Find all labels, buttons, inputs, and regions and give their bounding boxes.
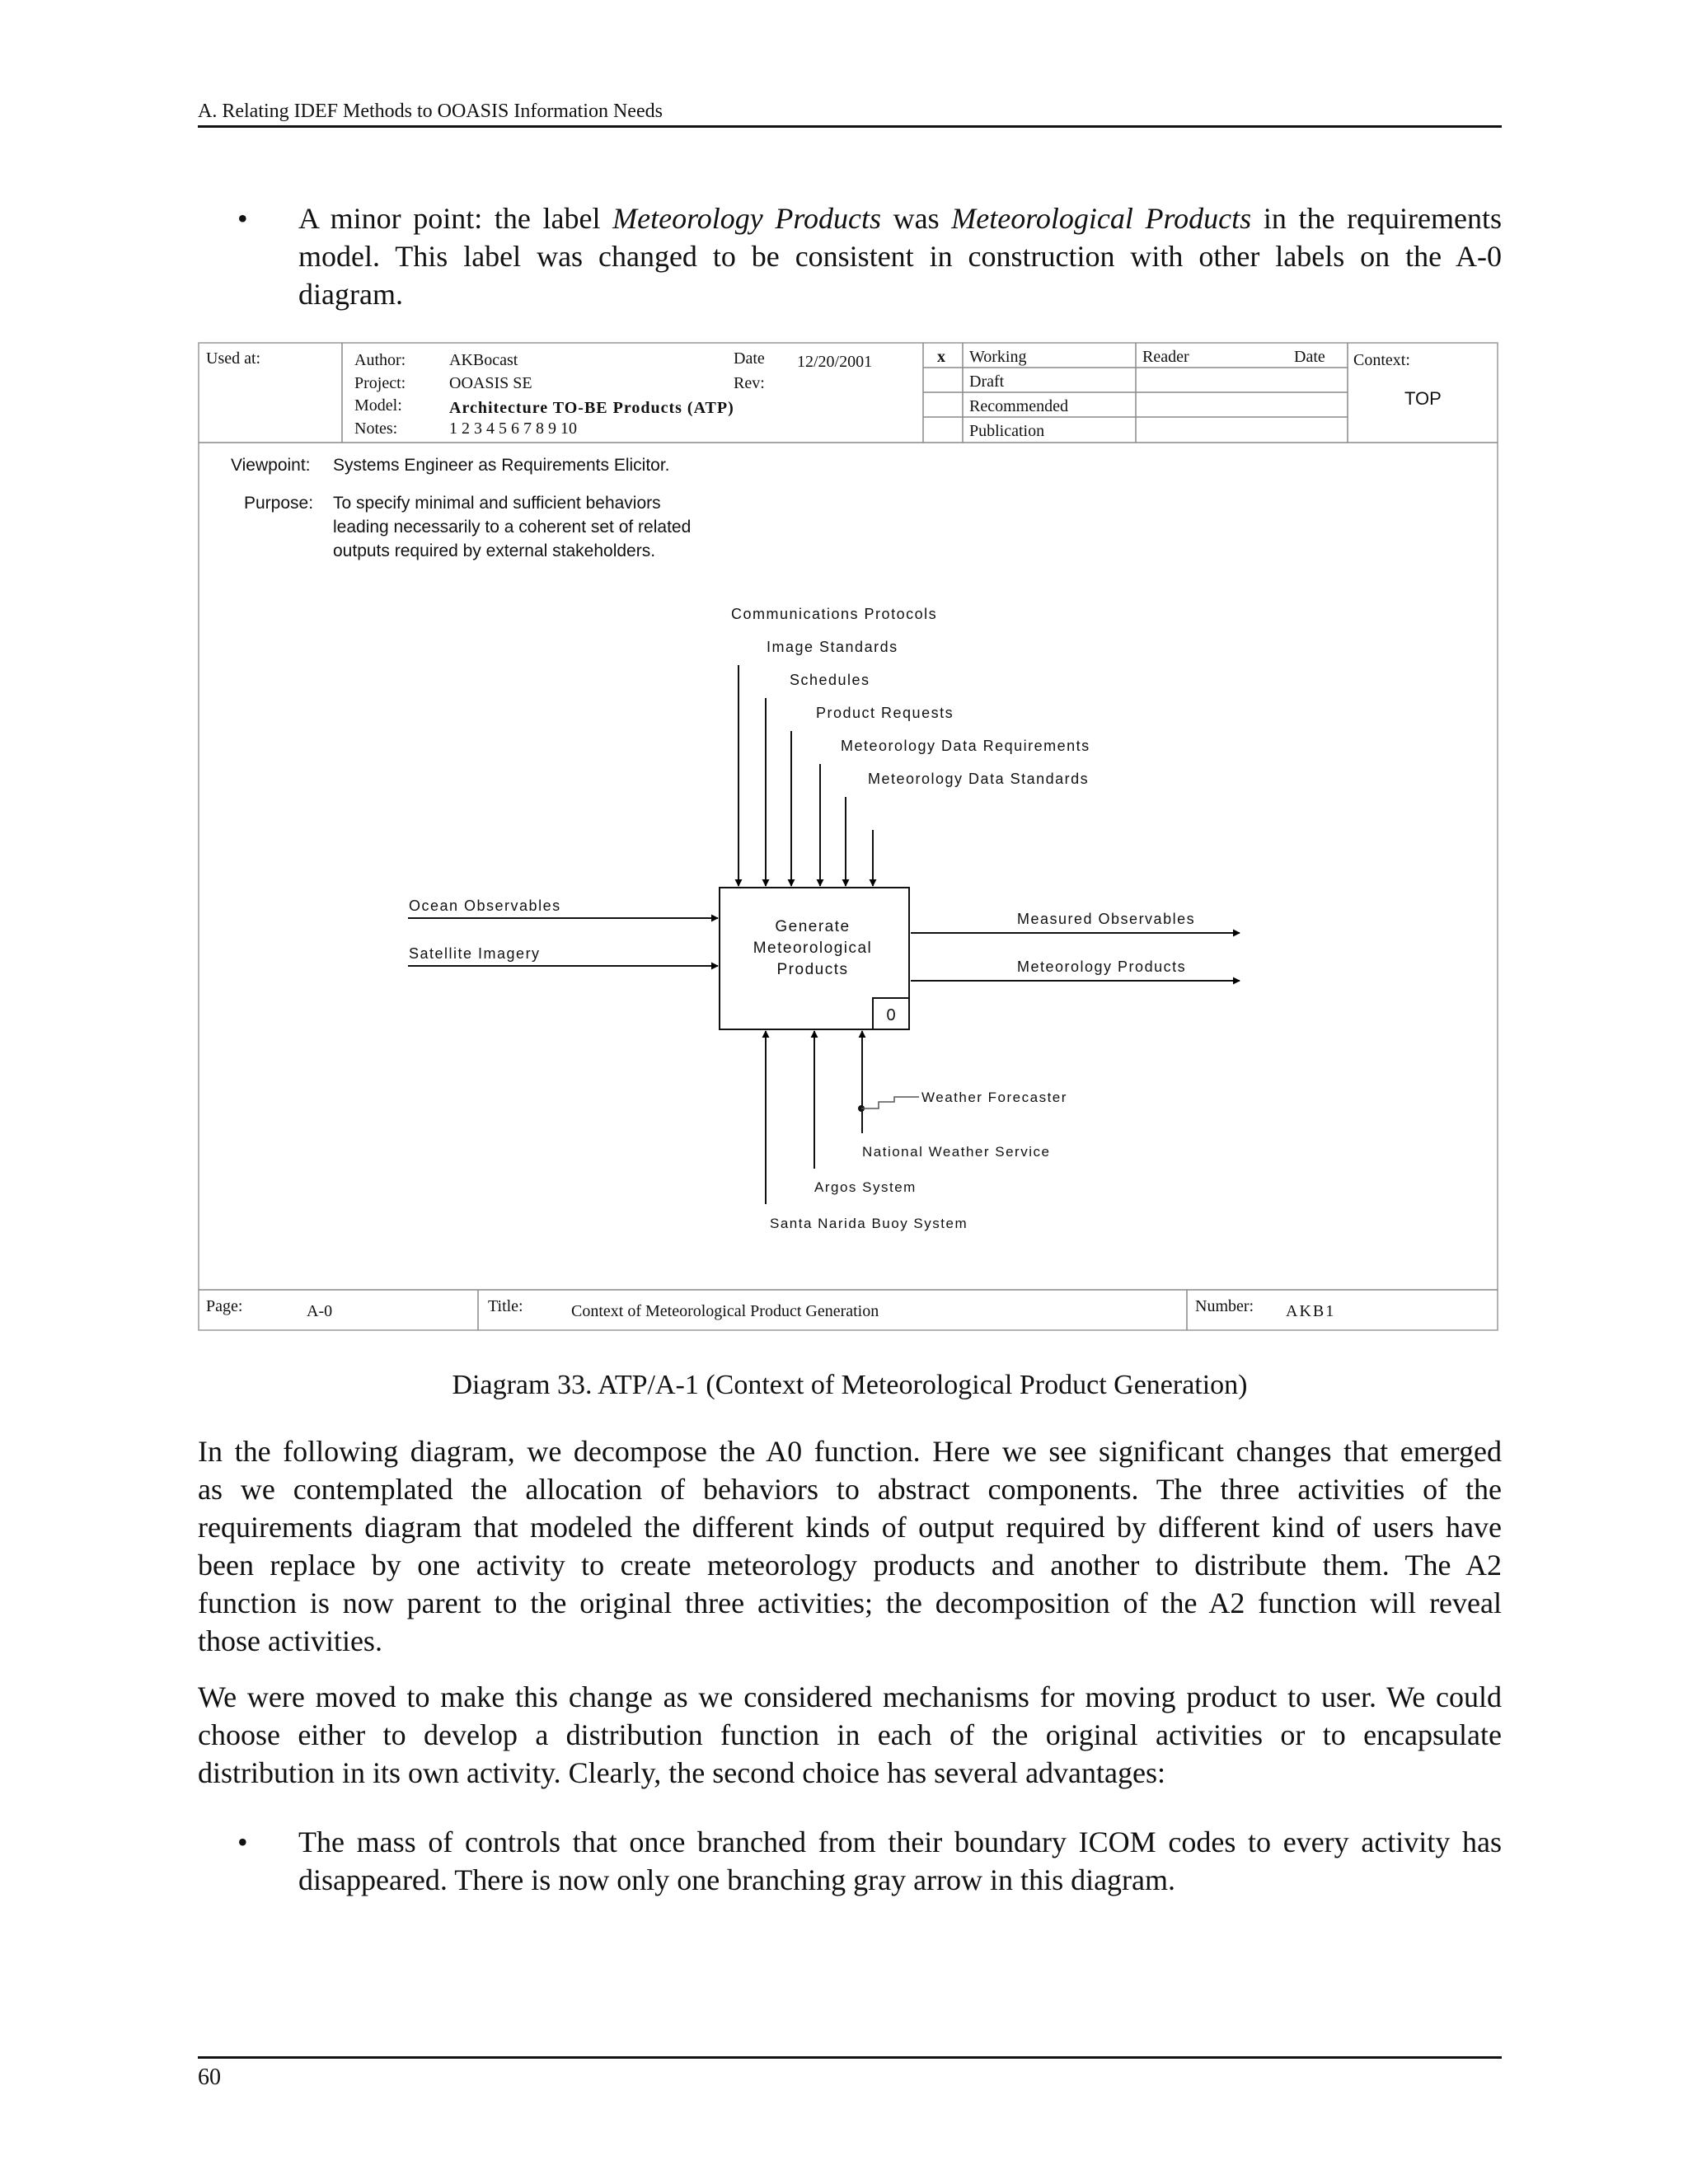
model-value: Architecture TO-BE Products (ATP) (449, 399, 734, 417)
mechanism-label: Santa Narida Buoy System (770, 1216, 968, 1231)
context-label: Context: (1353, 351, 1410, 369)
paragraph-line: been replace by one activity to create meteorology products and another to distribute them. The A2 (198, 1549, 1502, 1582)
viewpoint-label: Viewpoint: (231, 456, 311, 475)
status-recommended: Recommended (969, 397, 1068, 415)
text-run: was (881, 202, 952, 235)
author-value: AKBocast (449, 351, 518, 369)
bullet-item-controls (237, 1823, 1502, 1905)
control-label: Communications Protocols (731, 606, 938, 622)
status-publication: Publication (969, 422, 1045, 440)
running-head: A. Relating IDEF Methods to OOASIS Information Needs (198, 101, 663, 122)
title-value: Context of Meteorological Product Generation (571, 1302, 879, 1320)
bullet-line: diagram. (298, 278, 403, 311)
context-value: TOP (1404, 388, 1442, 409)
mechanism-label: Argos System (814, 1179, 917, 1195)
text-run-italic: Meteorology Products (612, 202, 882, 235)
number-label: Number: (1195, 1297, 1254, 1315)
working-check-mark: x (937, 348, 945, 366)
header-rule (198, 125, 1502, 128)
footer-rule (198, 2056, 1502, 2059)
activity-number: 0 (886, 1006, 896, 1024)
model-label: Model: (354, 396, 402, 415)
input-label: Satellite Imagery (409, 945, 541, 962)
squiggle-connector (861, 1097, 919, 1108)
control-label: Schedules (790, 672, 870, 688)
purpose-line: To specify minimal and sufficient behaviors (333, 494, 661, 513)
paragraph-line: In the following diagram, we decompose the A0 function. Here we see significant changes that emerged (198, 1435, 1502, 1468)
activity-label-line: Products (776, 961, 849, 978)
bullet-line: The mass of controls that once branched from their boundary ICOM codes to every activity has (298, 1825, 1502, 1858)
rev-label: Rev: (734, 374, 765, 392)
project-label: Project: (354, 374, 406, 392)
reader-label: Reader (1142, 348, 1189, 366)
control-label: Image Standards (767, 639, 898, 655)
purpose-label: Purpose: (244, 494, 314, 513)
purpose-line: leading necessarily to a coherent set of related (333, 518, 692, 537)
bullet-line (298, 199, 1502, 237)
reader-date-label: Date (1294, 348, 1325, 366)
paragraph-line: function is now parent to the original three activities; the decomposition of the A2 function will reveal (198, 1586, 1502, 1619)
status-working: Working (969, 348, 1027, 366)
bullet-icon: • (237, 202, 248, 235)
paragraph-line: We were moved to make this change as we considered mechanisms for moving product to user. We could (198, 1680, 1502, 1713)
page-value: A-0 (307, 1302, 333, 1320)
bullet-text (298, 1823, 1502, 1899)
page-number: 60 (198, 2064, 221, 2090)
input-label: Ocean Observables (409, 898, 561, 914)
viewpoint-text: Systems Engineer as Requirements Elicitor. (333, 456, 670, 475)
output-label: Measured Observables (1017, 911, 1196, 927)
notes-label: Notes: (354, 419, 398, 438)
bullet-icon: • (237, 1825, 248, 1858)
bullet-text (298, 199, 1502, 313)
output-label: Meteorology Products (1017, 958, 1187, 975)
date-value: 12/20/2001 (797, 353, 873, 371)
activity-box (720, 888, 909, 1029)
control-label: Meteorology Data Requirements (841, 738, 1090, 754)
activity-label-line: Generate (775, 918, 851, 935)
text-run: in the requirements (1251, 202, 1502, 235)
page-label: Page: (206, 1297, 243, 1315)
project-value: OOASIS SE (449, 374, 532, 392)
purpose-line: outputs required by external stakeholders. (333, 541, 656, 560)
paragraph-line: those activities. (198, 1624, 382, 1657)
text-run-italic: Meteorological Products (951, 202, 1252, 235)
mechanism-label: Weather Forecaster (921, 1090, 1067, 1105)
activity-label-line: Meteorological (753, 940, 873, 957)
author-label: Author: (354, 351, 406, 369)
bullet-item-label-note (237, 199, 1502, 315)
title-label: Title: (488, 1297, 523, 1315)
status-draft: Draft (969, 373, 1005, 391)
date-label: Date (734, 349, 765, 368)
used-at-label: Used at: (206, 349, 261, 368)
notes-value: 1 2 3 4 5 6 7 8 9 10 (449, 419, 577, 438)
control-label: Meteorology Data Standards (868, 771, 1090, 787)
paragraph (198, 1432, 1502, 1660)
text-run: A minor point: the label (298, 202, 613, 235)
paragraph-line: choose either to develop a distribution function in each of the original activities or to encapsulate (198, 1718, 1502, 1751)
bullet-line: disappeared. There is now only one branching gray arrow in this diagram. (298, 1863, 1176, 1896)
mechanism-label: National Weather Service (862, 1144, 1051, 1160)
idef0-diagram (198, 342, 1500, 1331)
bullet-line: model. This label was changed to be consistent in construction with other labels on the A-0 (298, 240, 1502, 273)
number-value: AKB1 (1286, 1302, 1336, 1320)
paragraph-line: distribution in its own activity. Clearly, the second choice has several advantages: (198, 1756, 1166, 1789)
control-label: Product Requests (816, 705, 954, 721)
paragraph-line: requirements diagram that modeled the different kinds of output required by different kind of users have (198, 1511, 1502, 1544)
paragraph-line: as we contemplated the allocation of behaviors to abstract components. The three activities of the (198, 1473, 1502, 1506)
paragraph (198, 1678, 1502, 1792)
figure-caption: Diagram 33. ATP/A-1 (Context of Meteorological Product Generation) (452, 1370, 1248, 1400)
